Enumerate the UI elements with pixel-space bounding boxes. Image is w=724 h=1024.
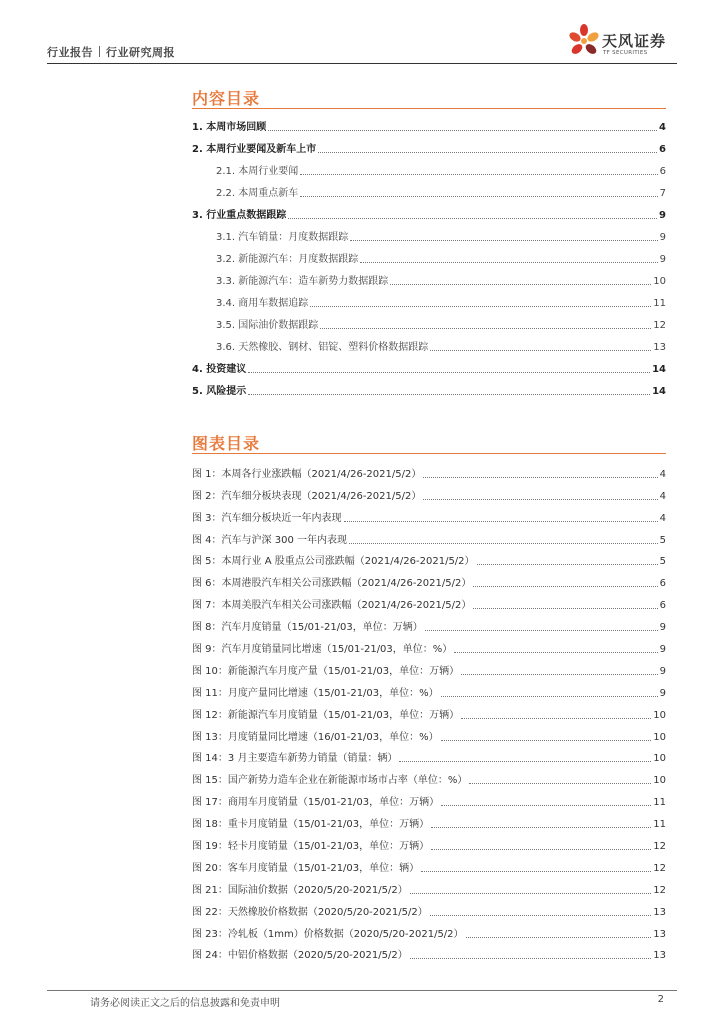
entry-label: 3.5. 国际油价数据跟踪 <box>216 320 319 331</box>
entry-page-number: 4 <box>659 468 666 480</box>
entry-label: 图 7：本周美股汽车相关公司涨跌幅（2021/4/26-2021/5/2） <box>192 600 472 612</box>
report-subcategory: 行业研究周报 <box>106 46 175 59</box>
dot-leader <box>421 871 651 872</box>
figure-entry[interactable] <box>192 897 666 919</box>
entry-label: 图 10：新能源汽车月度产量（15/01-21/03，单位：万辆） <box>192 665 460 677</box>
toc-subsection-entry[interactable] <box>192 332 666 354</box>
entry-page-number: 9 <box>659 254 666 265</box>
entry-page-number: 9 <box>659 644 666 656</box>
figure-entry[interactable] <box>192 656 666 678</box>
entry-page-number: 13 <box>653 928 666 940</box>
dot-leader <box>441 740 652 741</box>
dot-leader <box>350 240 657 241</box>
dot-leader <box>425 630 658 631</box>
entry-page-number: 10 <box>653 709 666 721</box>
dot-leader <box>441 696 658 697</box>
entry-page-number: 12 <box>653 841 666 853</box>
entry-label: 5. 风险提示 <box>192 386 247 397</box>
dot-leader <box>423 477 657 478</box>
entry-label: 图 14：3 月主要造车新势力销量（销量：辆） <box>192 753 398 765</box>
entry-page-number: 7 <box>659 188 666 199</box>
dot-leader <box>430 915 652 916</box>
entry-page-number: 6 <box>659 144 666 155</box>
toc-subsection-entry[interactable] <box>192 244 666 266</box>
entry-label: 图 5：本周行业 A 股重点公司涨跌幅（2021/4/26-2021/5/2） <box>192 556 475 568</box>
entry-page-number: 12 <box>653 862 666 874</box>
entry-page-number: 5 <box>659 556 666 568</box>
entry-label: 图 8：汽车月度销量（15/01-21/03，单位：万辆） <box>192 622 423 634</box>
entry-page-number: 4 <box>659 122 666 133</box>
figure-entry[interactable] <box>192 503 666 525</box>
dot-leader <box>473 586 657 587</box>
report-header-breadcrumb <box>47 44 175 60</box>
entry-page-number: 11 <box>653 298 666 309</box>
entry-page-number: 14 <box>652 386 666 397</box>
dot-leader <box>300 196 657 197</box>
entry-page-number: 4 <box>659 512 666 524</box>
figure-entry[interactable] <box>192 612 666 634</box>
entry-label: 3. 行业重点数据跟踪 <box>192 210 287 221</box>
entry-label: 3.6. 天然橡胶、钢材、铝锭、塑料价格数据跟踪 <box>216 342 429 353</box>
entry-label: 3.1. 汽车销量：月度数据跟踪 <box>216 232 349 243</box>
entry-label: 图 24：中铝价格数据（2020/5/20-2021/5/2） <box>192 950 408 962</box>
entry-label: 图 3：汽车细分板块近一年内表现 <box>192 512 342 524</box>
dot-leader <box>473 608 657 609</box>
figure-entry[interactable] <box>192 568 666 590</box>
dot-leader <box>477 564 658 565</box>
dot-leader <box>310 306 651 307</box>
entry-page-number: 11 <box>653 797 666 809</box>
page-number: 2 <box>657 994 664 1005</box>
dot-leader <box>431 849 651 850</box>
contents-list <box>192 112 666 398</box>
figure-entry[interactable] <box>192 744 666 766</box>
entry-label: 3.3. 新能源汽车：造车新势力数据跟踪 <box>216 276 389 287</box>
entry-label: 图 12：新能源汽车月度销量（15/01-21/03，单位：万辆） <box>192 709 460 721</box>
toc-section-entry[interactable] <box>192 354 666 376</box>
dot-leader <box>390 284 651 285</box>
entry-label: 图 9：汽车月度销量同比增速（15/01-21/03，单位：%） <box>192 644 453 656</box>
dot-leader <box>454 652 657 653</box>
entry-label: 图 11：月度产量同比增速（15/01-21/03，单位：%） <box>192 687 439 699</box>
figure-entry[interactable] <box>192 787 666 809</box>
figure-entry[interactable] <box>192 831 666 853</box>
dot-leader <box>248 394 650 395</box>
dot-leader <box>441 805 651 806</box>
footer-divider <box>47 990 677 991</box>
entry-label: 图 13：月度销量同比增速（16/01-21/03，单位：%） <box>192 731 439 743</box>
figure-entry[interactable] <box>192 722 666 744</box>
entry-page-number: 10 <box>653 775 666 787</box>
entry-page-number: 9 <box>659 622 666 634</box>
dot-leader <box>410 958 652 959</box>
entry-label: 图 4：汽车与沪深 300 一年内表现 <box>192 534 347 546</box>
figure-entry[interactable] <box>192 700 666 722</box>
figure-entry[interactable] <box>192 941 666 963</box>
figures-title-rule <box>192 453 666 454</box>
logo-english-name: TF SECURITIES <box>603 50 648 56</box>
figure-entry[interactable] <box>192 634 666 656</box>
entry-page-number: 6 <box>659 600 666 612</box>
dot-leader <box>318 152 657 153</box>
dot-leader <box>423 499 657 500</box>
dot-leader <box>430 350 651 351</box>
entry-label: 图 21：国际油价数据（2020/5/20-2021/5/2） <box>192 884 408 896</box>
entry-label: 3.4. 商用车数据追踪 <box>216 298 309 309</box>
entry-page-number: 9 <box>659 232 666 243</box>
entry-label: 图 22：天然橡胶价格数据（2020/5/20-2021/5/2） <box>192 906 428 918</box>
figure-entry[interactable] <box>192 481 666 503</box>
dot-leader <box>410 893 652 894</box>
entry-label: 图 20：客车月度销量（15/01-21/03，单位：辆） <box>192 862 420 874</box>
entry-label: 图 23：冷轧板（1mm）价格数据（2020/5/20-2021/5/2） <box>192 928 464 940</box>
entry-label: 图 15：国产新势力造车企业在新能源市场市占率（单位：%） <box>192 775 468 787</box>
toc-section-entry[interactable] <box>192 112 666 134</box>
entry-page-number: 10 <box>653 276 666 287</box>
toc-section-entry[interactable] <box>192 376 666 398</box>
entry-label: 4. 投资建议 <box>192 364 247 375</box>
report-category: 行业报告 <box>47 46 93 59</box>
toc-subsection-entry[interactable] <box>192 156 666 178</box>
dot-leader <box>360 262 657 263</box>
entry-page-number: 9 <box>659 210 666 221</box>
entry-label: 图 6：本周港股汽车相关公司涨跌幅（2021/4/26-2021/5/2） <box>192 578 472 590</box>
entry-label: 图 18：重卡月度销量（15/01-21/03，单位：万辆） <box>192 819 430 831</box>
entry-page-number: 14 <box>652 364 666 375</box>
figure-entry[interactable] <box>192 678 666 700</box>
dot-leader <box>399 761 651 762</box>
figure-entry[interactable] <box>192 547 666 569</box>
entry-page-number: 13 <box>653 342 666 353</box>
entry-page-number: 4 <box>659 490 666 502</box>
figure-entry[interactable] <box>192 809 666 831</box>
entry-page-number: 12 <box>653 884 666 896</box>
figure-entry[interactable] <box>192 590 666 612</box>
figure-entry[interactable] <box>192 875 666 897</box>
figure-entry[interactable] <box>192 525 666 547</box>
dot-leader <box>469 783 651 784</box>
entry-label: 图 2：汽车细分板块表现（2021/4/26-2021/5/2） <box>192 490 422 502</box>
contents-title-rule <box>192 108 666 109</box>
dot-leader <box>320 328 651 329</box>
entry-label: 2.2. 本周重点新车 <box>216 188 299 199</box>
toc-section-entry[interactable] <box>192 134 666 156</box>
toc-subsection-entry[interactable] <box>192 288 666 310</box>
toc-subsection-entry[interactable] <box>192 310 666 332</box>
dot-leader <box>248 372 650 373</box>
entry-label: 图 1：本周各行业涨跌幅（2021/4/26-2021/5/2） <box>192 468 422 480</box>
dot-leader <box>300 174 657 175</box>
header-divider <box>47 63 677 64</box>
entry-label: 图 17：商用车月度销量（15/01-21/03，单位：万辆） <box>192 797 440 809</box>
tf-flower-logo-icon <box>567 22 601 62</box>
header-separator <box>99 46 100 57</box>
entry-label: 1. 本周市场回顾 <box>192 122 267 133</box>
entry-label: 图 19：轻卡月度销量（15/01-21/03，单位：万辆） <box>192 841 430 853</box>
footer-disclaimer: 请务必阅读正文之后的信息披露和免责申明 <box>90 998 280 1009</box>
entry-label: 2. 本周行业要闻及新车上市 <box>192 144 317 155</box>
dot-leader <box>461 674 657 675</box>
toc-subsection-entry[interactable] <box>192 266 666 288</box>
dot-leader <box>431 827 651 828</box>
entry-page-number: 6 <box>659 166 666 177</box>
dot-leader <box>344 521 658 522</box>
entry-page-number: 13 <box>653 906 666 918</box>
entry-page-number: 10 <box>653 731 666 743</box>
logo-chinese-name: 天风证券 <box>602 32 667 50</box>
entry-page-number: 9 <box>659 665 666 677</box>
company-logo <box>567 22 677 62</box>
toc-section-entry[interactable] <box>192 200 666 222</box>
entry-page-number: 5 <box>659 534 666 546</box>
figure-entry[interactable] <box>192 853 666 875</box>
contents-title: 内容目录 <box>192 89 261 108</box>
dot-leader <box>288 218 657 219</box>
toc-subsection-entry[interactable] <box>192 178 666 200</box>
entry-page-number: 11 <box>653 819 666 831</box>
figure-entry[interactable] <box>192 919 666 941</box>
figures-list <box>192 459 666 962</box>
dot-leader <box>461 718 651 719</box>
entry-page-number: 6 <box>659 578 666 590</box>
entry-label: 3.2. 新能源汽车：月度数据跟踪 <box>216 254 359 265</box>
entry-label: 2.1. 本周行业要闻 <box>216 166 299 177</box>
dot-leader <box>349 543 658 544</box>
figure-entry[interactable] <box>192 459 666 481</box>
entry-page-number: 13 <box>653 950 666 962</box>
figures-title: 图表目录 <box>192 434 261 453</box>
entry-page-number: 10 <box>653 753 666 765</box>
entry-page-number: 12 <box>653 320 666 331</box>
dot-leader <box>466 937 652 938</box>
dot-leader <box>268 130 657 131</box>
toc-subsection-entry[interactable] <box>192 222 666 244</box>
figure-entry[interactable] <box>192 765 666 787</box>
entry-page-number: 9 <box>659 687 666 699</box>
